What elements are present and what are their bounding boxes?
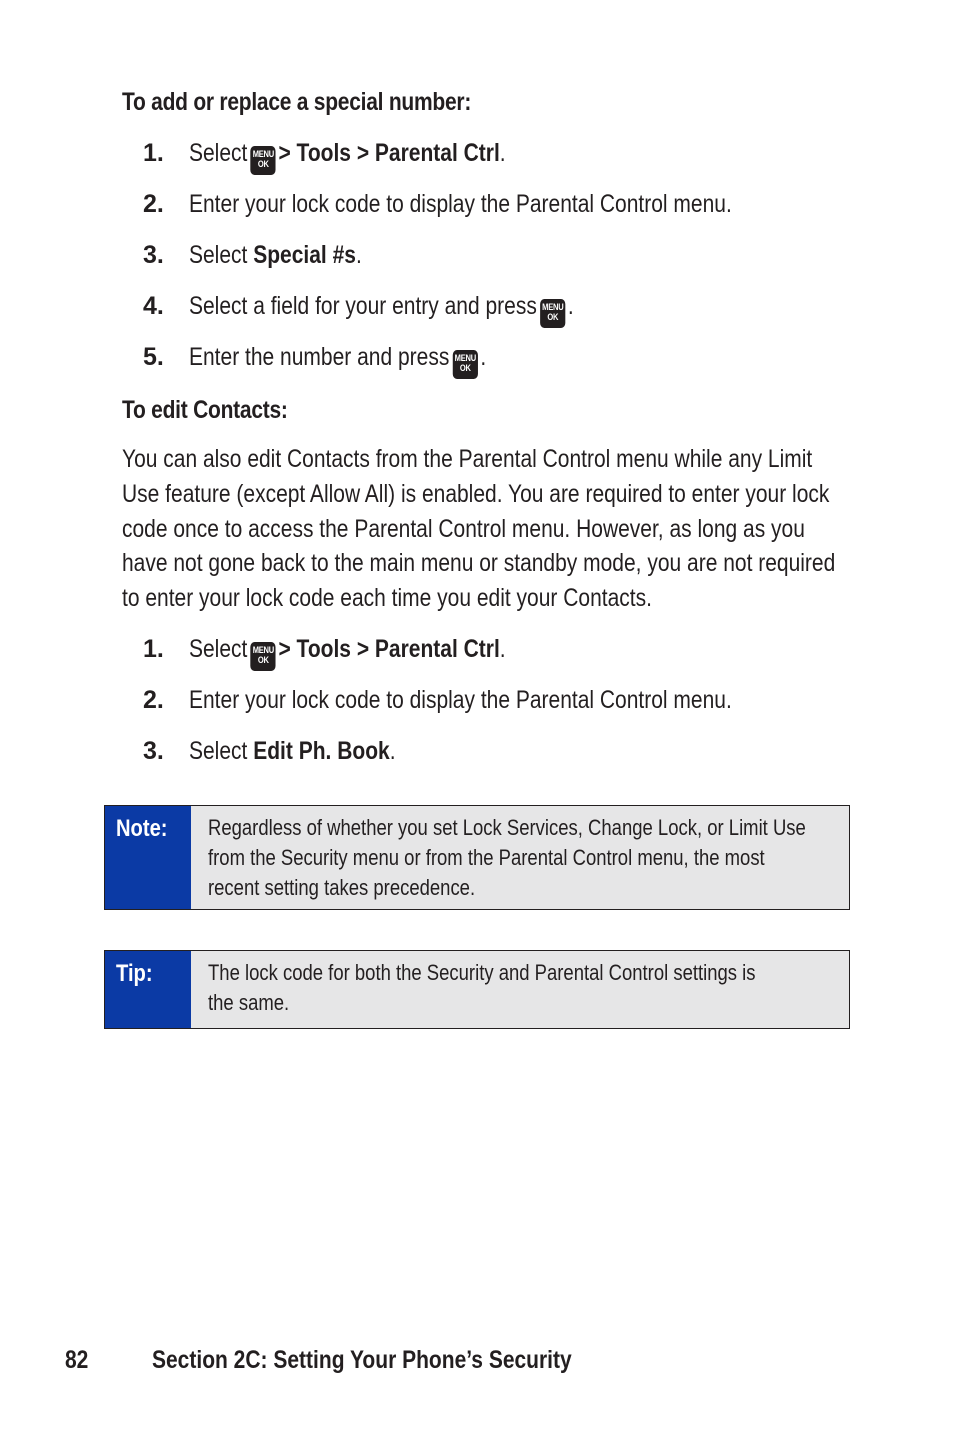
page-number: 82 [65,1346,89,1374]
step-5 [0,343,954,383]
tip-text: The lock code for both the Security and Parental Control settings is the same. [208,960,756,1016]
step-text: Enter your lock code to display the Parental Control menu. [189,190,732,218]
step-number: 2. [143,686,164,714]
section-title: Section 2C: Setting Your Phone’s Security [152,1346,572,1374]
step-3 [0,241,954,281]
step-3 [0,737,954,777]
step-number: 1. [143,139,164,167]
step-text: Enter your lock code to display the Parental Control menu. [189,686,732,714]
step-text: Select Special #s. [189,241,362,269]
step-number: 4. [143,292,164,320]
step-1 [0,635,954,675]
step-number: 5. [143,343,164,371]
edit-contacts-paragraph: You can also edit Contacts from the Parental Control menu while any Limit Use feature (except Allow All) is enabled. You are required to enter your lock code once to access the Parental Control menu. However, as long as you have not gone back to the main menu or standby mode, you are not required to enter your lock code each time you edit your Contacts. [122,445,836,613]
tip-label: Tip: [105,951,191,1028]
tip-box [104,950,850,1029]
note-label: Note: [105,806,191,909]
step-number: 2. [143,190,164,218]
step-1 [0,139,954,179]
step-2 [0,686,954,726]
note-box [104,805,850,910]
note-text: Regardless of whether you set Lock Services, Change Lock, or Limit Use from the Security menu or from the Parental Control menu, the most recent setting takes precedence. [208,815,806,901]
step-number: 3. [143,241,164,269]
step-text: Select Edit Ph. Book. [189,737,396,765]
step-text: Select MENU OK > Tools > Parental Ctrl. [189,635,566,671]
menu-ok-key-icon: MENU OK [540,299,565,328]
step-2 [0,190,954,230]
menu-ok-key-icon: MENU OK [251,146,276,175]
menu-ok-key-icon: MENU OK [453,350,478,379]
step-number: 3. [143,737,164,765]
step-text: Select a field for your entry and press MENU OK . [189,292,647,328]
menu-ok-key-icon: MENU OK [251,642,276,671]
step-text: Select MENU OK > Tools > Parental Ctrl. [189,139,566,175]
section-heading-edit-contacts: To edit Contacts: [122,396,288,424]
step-4 [0,292,954,332]
step-text: Enter the number and press MENU OK . [189,343,543,379]
section-heading-special-number: To add or replace a special number: [122,88,472,116]
step-number: 1. [143,635,164,663]
